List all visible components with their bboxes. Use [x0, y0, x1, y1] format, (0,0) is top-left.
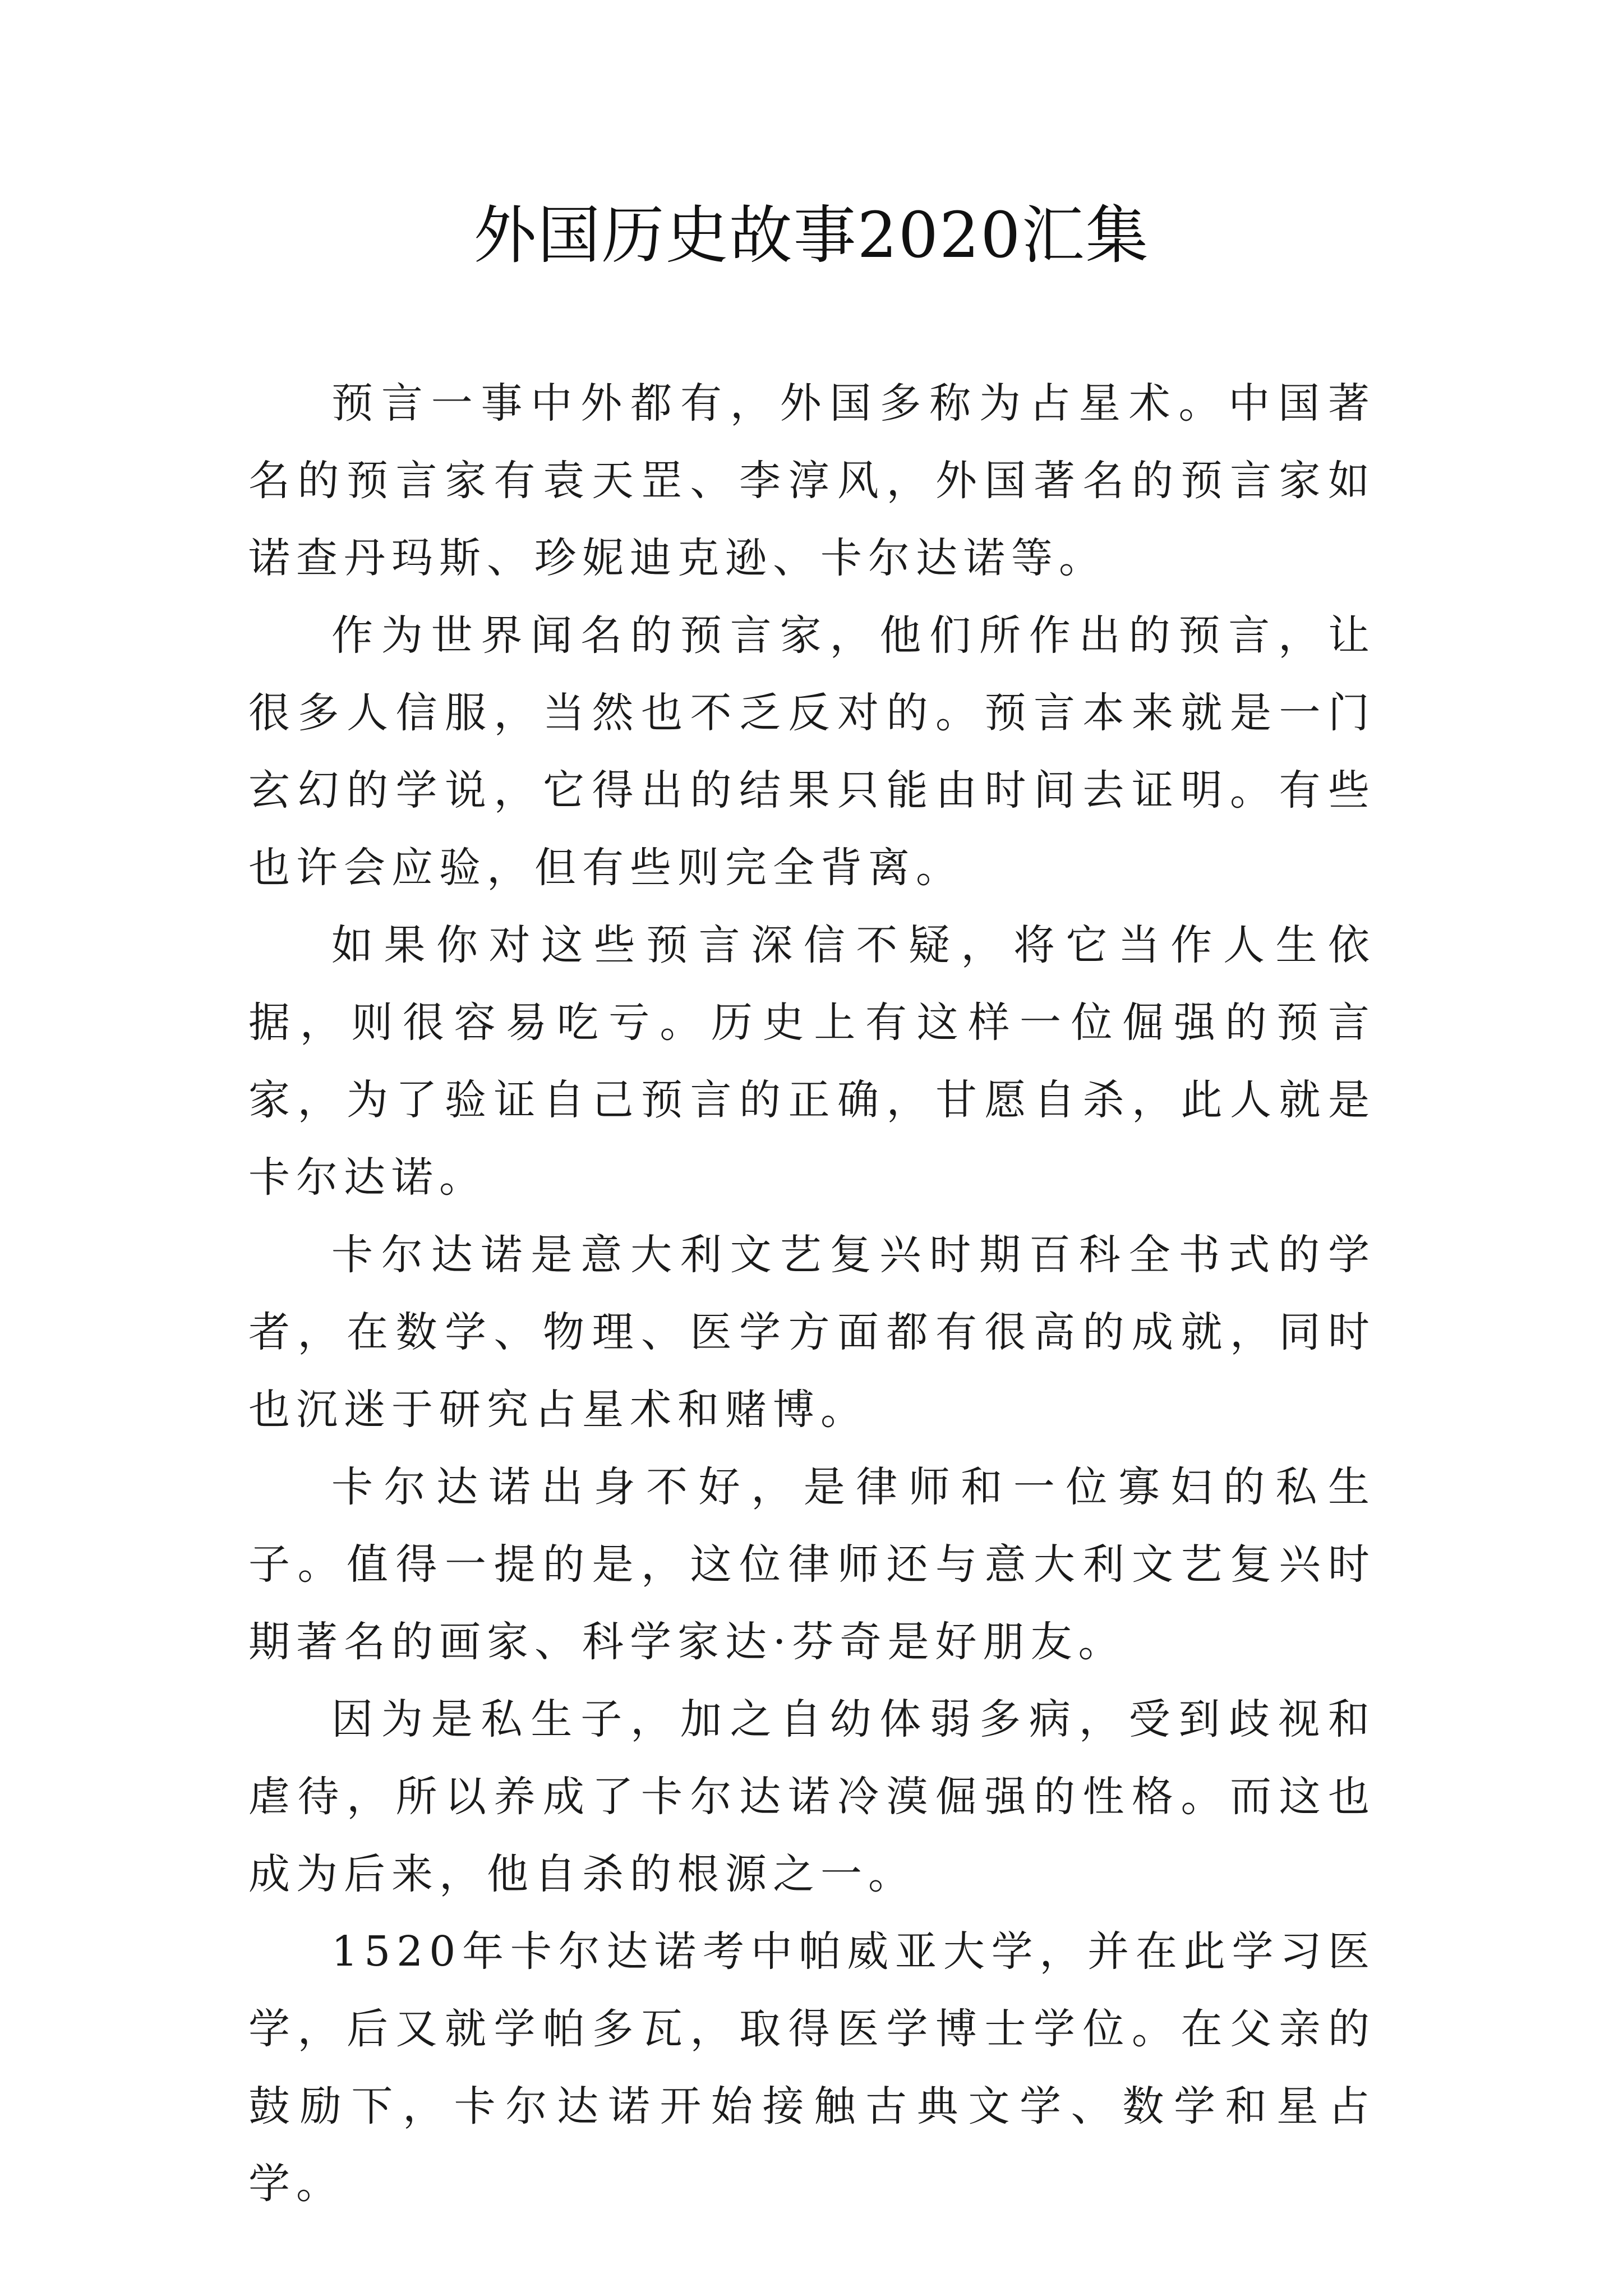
paragraph-6: 因为是私生子，加之自幼体弱多病，受到歧视和虐待，所以养成了卡尔达诺冷漠倔强的性格。而这也成为后来，他自杀的根源之一。: [248, 1695, 1376, 1898]
paragraph-3: 如果你对这些预言深信不疑，将它当作人生依据，则很容易吃亏。历史上有这样一位倔强的预言家，为了验证自己预言的正确，甘愿自杀，此人就是卡尔达诺。: [248, 921, 1376, 1202]
paragraph-2: 作为世界闻名的预言家，他们所作出的预言，让很多人信服，当然也不乏反对的。预言本来就是一门玄幻的学说，它得出的结果只能由时间去证明。有些也许会应验，但有些则完全背离。: [248, 611, 1376, 892]
article-body: [248, 365, 1376, 2223]
paragraph-1: 预言一事中外都有，外国多称为占星术。中国著名的预言家有袁天罡、李淳风，外国著名的预言家如诺查丹玛斯、珍妮迪克逊、卡尔达诺等。: [248, 379, 1376, 582]
page-title: 外国历史故事2020汇集: [473, 199, 1150, 272]
paragraph-4: 卡尔达诺是意大利文艺复兴时期百科全书式的学者，在数学、物理、医学方面都有很高的成就，同时也沉迷于研究占星术和赌博。: [248, 1231, 1376, 1434]
paragraph-5: 卡尔达诺出身不好，是律师和一位寡妇的私生子。值得一提的是，这位律师还与意大利文艺复兴时期著名的画家、科学家达·芬奇是好朋友。: [248, 1463, 1376, 1666]
paragraph-7: 1520年卡尔达诺考中帕威亚大学，并在此学习医学，后又就学帕多瓦，取得医学博士学位。在父亲的鼓励下，卡尔达诺开始接触古典文学、数学和星占学。: [248, 1927, 1376, 2208]
